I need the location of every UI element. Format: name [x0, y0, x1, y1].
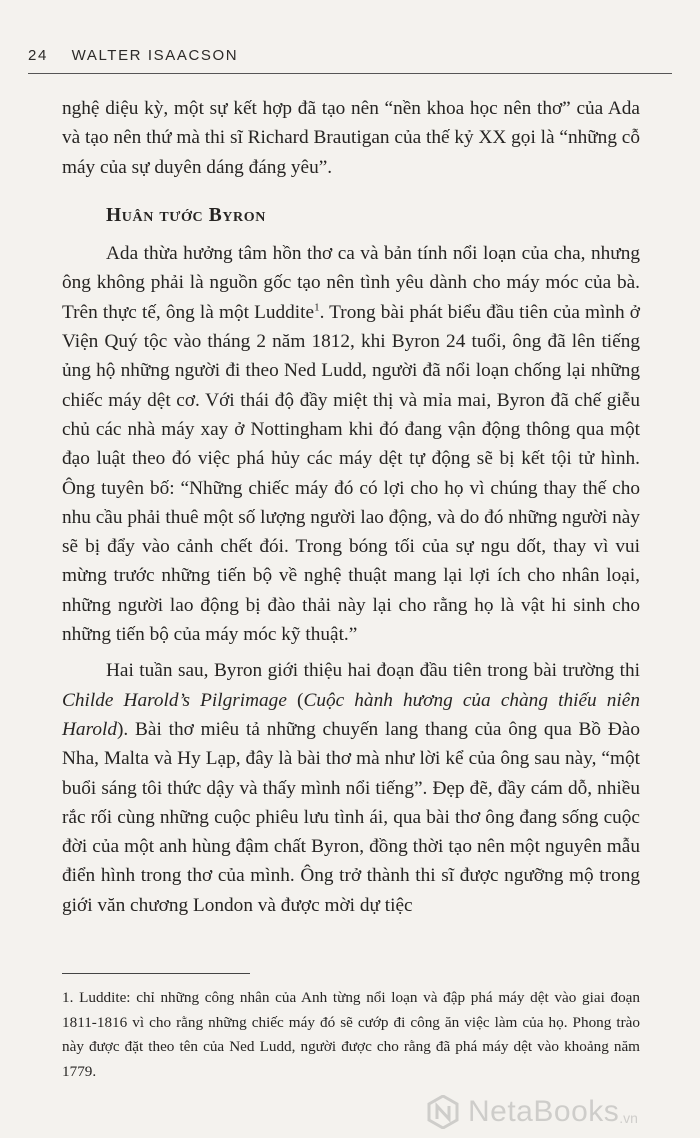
paragraph-text: ). Bài thơ miêu tả những chuyến lang thang của ông qua Bồ Đào Nha, Malta và Hy Lạp, đây là bài thơ mà như lời kể của ông sau này, “một buổi sáng tôi thức dậy và thấy mình nổi tiếng”. Đẹp đẽ, đầy cám dỗ, nhiều rắc rối cùng những cuộc phiêu lưu tình ái, qua bài thơ ông đang sống cuộc đời của một anh hùng đậm chất Byron, đồng thời tạo nên một nguyên mẫu điển hình trong thơ của mình. Ông trở thành thi sĩ được ngưỡng mộ trong giới văn chương London và được mời dự tiệc	[62, 718, 640, 916]
section-heading: Huân tước Byron	[106, 204, 266, 226]
paragraph-text: . Trong bài phát biểu đầu tiên của mình ở Viện Quý tộc vào tháng 2 năm 1812, khi Byron 24 tuổi, ông đã lên tiếng ủng hộ những người đi theo Ned Ludd, người đã nổi loạn chống lại những chiếc máy dệt cơ. Với thái độ đầy miệt thị và mỉa mai, Byron đã chế giễu chủ các nhà máy xay ở Nottingham khi đó đang vận động thông qua một đạo luật theo đó việc phá hủy các máy dệt tự động sẽ bị kết tội tử hình. Ông tuyên bố: “Những chiếc máy đó có lợi cho họ vì chúng thay thế cho nhu cầu phải thuê một số lượng người lao động, và do đó những người này sẽ bị đẩy vào cảnh chết đói. Trong bóng tối của sự ngu dốt, thay vì vui mừng trước những tiến bộ về nghệ thuật mang lại lợi ích cho nhân loại, những người lao động bị đào thải này lại cho rằng họ là vật hi sinh cho những tiến bộ của máy móc kỹ thuật.”	[62, 301, 640, 646]
footnote-rule	[62, 973, 250, 974]
running-header-author: WALTER ISAACSON	[71, 47, 239, 64]
header-rule	[28, 73, 672, 74]
paragraph-text: (	[286, 689, 304, 711]
paragraph-text: Hai tuần sau, Byron giới thiệu hai đoạn đầu tiên trong bài trường thi	[106, 660, 640, 682]
italic-title: Childe Harold’s Pilgrimage	[62, 689, 287, 711]
footnote	[62, 986, 640, 1084]
paragraph-text: Ada thừa hưởng tâm hồn thơ ca và bản tính nổi loạn của cha, nhưng ông không phải là nguồn gốc tạo nên tình yêu dành cho máy móc của bà. Trên thực tế, ông là một Luddite	[62, 243, 640, 323]
watermark-brand: NetaBooks	[468, 1095, 620, 1128]
running-header	[28, 47, 672, 64]
paragraph-childe-harold	[62, 656, 640, 920]
italic-translation: Cuộc hành hương của chàng thiếu niên Harold	[62, 689, 640, 740]
watermark-suffix: .vn	[619, 1110, 638, 1126]
paragraph-text: nghệ diệu kỳ, một sự kết hợp đã tạo nên “nền khoa học nên thơ” của Ada và tạo nên thứ mà thi sĩ Richard Brautigan của thế kỷ XX gọi là “những cỗ máy của sự duyên dáng đáng yêu”.	[62, 98, 640, 178]
page-number: 24	[28, 47, 48, 64]
netabooks-logo-icon	[426, 1095, 460, 1129]
watermark	[426, 1090, 696, 1134]
paragraph-byron-luddite	[62, 239, 640, 649]
body-text	[62, 94, 640, 920]
footnote-marker[interactable]: 1	[314, 301, 320, 314]
footnote-text: 1. Luddite: chỉ những công nhân của Anh từng nổi loạn và đập phá máy dệt vào giai đoạn 1811-1816 vì cho rằng những chiếc máy đó sẽ cướp đi công ăn việc làm của họ. Phong trào này được đặt theo tên của Ned Ludd, người được cho rằng đã phá máy dệt vào khoảng năm 1779.	[62, 989, 640, 1080]
paragraph-continuation	[62, 94, 640, 182]
